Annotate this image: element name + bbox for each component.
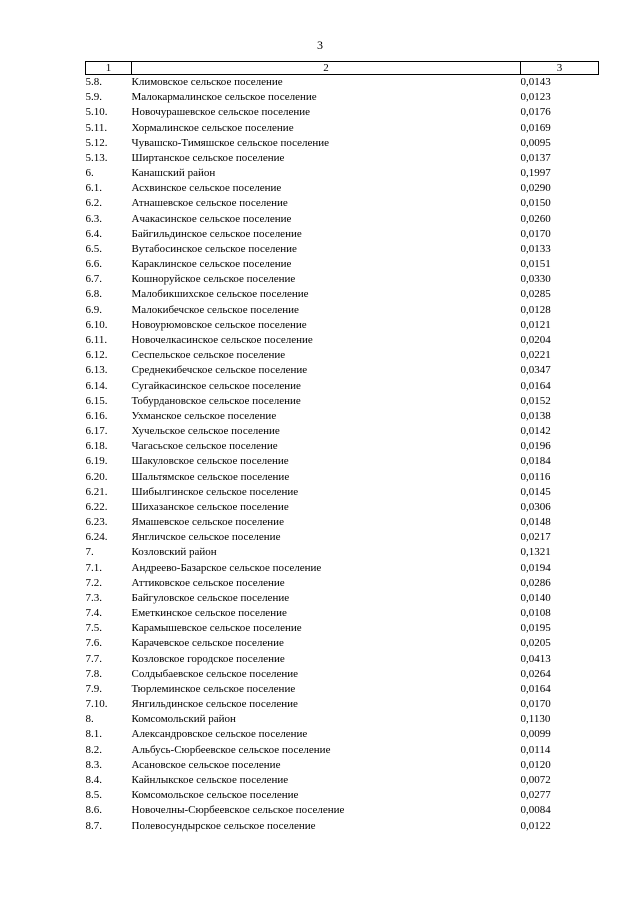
table-row [86,378,599,393]
row-name: Хормалинское сельское поселение [131,121,294,134]
table-row [86,394,599,409]
row-value: 0,0116 [520,470,551,483]
row-name: Тюрлеминское сельское поселение [131,682,296,695]
row-number: 6.6. [85,258,102,271]
row-name: Байгильдинское сельское поселение [131,227,302,240]
table-row [86,545,599,560]
row-value: 0,0277 [520,789,551,802]
table-row [86,803,599,818]
row-name: Сугайкасинское сельское поселение [131,379,301,392]
row-name: Малокибечское сельское поселение [131,303,299,316]
row-number: 7.7. [85,652,102,665]
row-value: 0,0164 [520,379,551,392]
row-name: Асановское сельское поселение [131,758,281,771]
row-value: 0,0120 [520,758,551,771]
row-name: Ямашевское сельское поселение [131,516,284,529]
row-value: 0,0176 [520,106,551,119]
row-value: 0,0072 [520,773,551,786]
row-value: 0,0084 [520,804,551,817]
table-row [86,196,599,211]
row-value: 0,0204 [520,334,551,346]
row-name: Козловское городское поселение [131,652,285,665]
row-value: 0,0140 [520,591,551,604]
row-name: Тобурдановское сельское поселение [131,394,301,407]
table-row [86,818,599,833]
row-value: 0,0151 [520,258,551,271]
row-number: 6.17. [85,425,108,438]
row-name: Карачевское сельское поселение [131,637,284,650]
table-row [86,591,599,606]
row-value: 0,0133 [520,242,551,255]
table-row [86,576,599,591]
row-number: 5.8. [85,76,102,89]
row-value: 0,0330 [520,273,551,286]
table-row [86,439,599,454]
row-number: 6.19. [85,455,108,468]
row-name: Карамышевское сельское поселение [131,622,302,635]
row-name: Козловский район [131,546,217,559]
row-number: 6.10. [85,318,108,331]
row-name: Аттиковское сельское поселение [131,576,285,589]
row-name: Атнашевское сельское поселение [131,197,288,210]
row-name: Янгильдинское сельское поселение [131,698,298,711]
row-number: 7.5. [85,622,102,635]
row-value: 0,1321 [520,546,551,559]
table-row [86,621,599,636]
row-name: Караклинское сельское поселение [131,258,292,271]
row-number: 7.10. [85,698,108,711]
row-name: Канашский район [131,167,216,180]
row-name: Климовское сельское поселение [131,76,283,89]
row-number: 6.8. [85,288,102,301]
row-number: 8. [85,713,94,726]
row-name: Хучельское сельское поселение [131,425,280,438]
row-number: 6.11. [85,334,108,346]
row-number: 5.10. [85,106,108,119]
row-name: Солдыбаевское сельское поселение [131,667,299,680]
row-value: 0,0260 [520,212,551,225]
row-number: 5.9. [85,91,102,104]
row-value: 0,0169 [520,121,551,134]
row-name: Новочелкасинское сельское поселение [131,334,313,346]
row-name: Еметкинское сельское поселение [131,607,287,620]
row-value: 0,0194 [520,561,551,574]
row-value: 0,0264 [520,667,551,680]
row-number: 5.12. [85,136,108,149]
row-name: Малокармалинское сельское поселение [131,91,317,104]
row-value: 0,0164 [520,682,551,695]
row-name: Асхвинское сельское поселение [131,182,282,195]
row-name: Новочурашевское сельское поселение [131,106,311,119]
column-header-1: 1 [86,62,132,75]
table-row [86,409,599,424]
row-value: 0,0152 [520,394,551,407]
row-number: 6.22. [85,500,108,513]
row-number: 8.4. [85,773,102,786]
row-number: 6.13. [85,364,108,377]
row-name: Комсомольский район [131,713,236,726]
table-row [86,500,599,515]
row-value: 0,0142 [520,425,551,438]
row-value: 0,0347 [520,364,551,377]
table-row [86,667,599,682]
row-name: Кайнлыкское сельское поселение [131,773,289,786]
row-value: 0,0122 [520,819,551,832]
row-value: 0,0095 [520,136,551,149]
row-number: 7.1. [85,561,102,574]
row-value: 0,0170 [520,227,551,240]
table-row [86,151,599,166]
table-row [86,469,599,484]
row-value: 0,0196 [520,440,551,453]
row-number: 6.3. [85,212,102,225]
row-number: 7.9. [85,682,102,695]
table-row [86,743,599,758]
row-name: Андреево-Базарское сельское поселение [131,561,322,574]
table-row [86,652,599,667]
row-value: 0,0108 [520,607,551,620]
table-row [86,485,599,500]
table-row [86,242,599,257]
table-row [86,227,599,242]
table-row [86,272,599,287]
table-row [86,105,599,120]
table-row [86,561,599,576]
row-name: Шихазанское сельское поселение [131,500,289,513]
table-row [86,515,599,530]
row-value: 0,0217 [520,531,551,544]
row-name: Янгличское сельское поселение [131,531,281,544]
row-value: 0,0145 [520,485,551,498]
row-number: 6.15. [85,394,108,407]
table-row [86,348,599,363]
row-name: Альбусь-Сюрбеевское сельское поселение [131,743,331,756]
row-number: 6.24. [85,531,108,544]
row-name: Чувашско-Тимяшское сельское поселение [131,136,330,149]
table-row [86,636,599,651]
table-row [86,303,599,318]
row-number: 6.21. [85,485,108,498]
row-name: Комсомольское сельское поселение [131,789,299,802]
table-row [86,90,599,105]
row-name: Шальтямское сельское поселение [131,470,290,483]
column-header-3: 3 [521,62,599,75]
row-value: 0,0184 [520,455,551,468]
table-body [86,75,599,834]
table-row [86,606,599,621]
row-name: Байгуловское сельское поселение [131,591,290,604]
row-number: 6.18. [85,440,108,453]
row-value: 0,0121 [520,318,551,331]
row-number: 7.3. [85,591,102,604]
row-number: 8.5. [85,789,102,802]
row-number: 8.1. [85,728,102,741]
row-name: Ачакасинское сельское поселение [131,212,292,225]
row-value: 0,1130 [520,713,551,726]
row-number: 6.14. [85,379,108,392]
row-number: 8.2. [85,743,102,756]
row-name: Шакуловское сельское поселение [131,455,289,468]
row-value: 0,0285 [520,288,551,301]
row-name: Ширтанское сельское поселение [131,151,285,164]
row-number: 5.11. [85,121,108,134]
row-number: 6.4. [85,227,102,240]
row-name: Чагасьское сельское поселение [131,440,278,453]
row-number: 6.9. [85,303,102,316]
row-number: 6.12. [85,349,108,362]
table-row [86,773,599,788]
row-value: 0,0148 [520,516,551,529]
row-name: Новоурюмовское сельское поселение [131,318,307,331]
row-number: 7.2. [85,576,102,589]
table-row [86,727,599,742]
row-value: 0,0123 [520,91,551,104]
row-value: 0,0413 [520,652,551,665]
table-row [86,682,599,697]
row-value: 0,0290 [520,182,551,195]
row-number: 7.6. [85,637,102,650]
row-value: 0,0099 [520,728,551,741]
row-value: 0,0143 [520,76,551,89]
row-value: 0,0221 [520,349,551,362]
row-number: 6.16. [85,409,108,422]
table-row [86,697,599,712]
row-name: Шибылгинское сельское поселение [131,485,299,498]
distribution-table [85,61,599,834]
row-name: Кошноруйское сельское поселение [131,273,296,286]
row-number: 6.5. [85,242,102,255]
table-header-row [86,62,599,75]
row-name: Ухманское сельское поселение [131,409,277,422]
table-row [86,121,599,136]
table-row [86,424,599,439]
row-value: 0,0205 [520,637,551,650]
row-name: Полевосундырское сельское поселение [131,819,316,832]
row-value: 0,0128 [520,303,551,316]
row-value: 0,1997 [520,167,551,180]
row-number: 6. [85,167,94,180]
table-row [86,181,599,196]
table-row [86,530,599,545]
row-value: 0,0114 [520,743,551,756]
row-value: 0,0150 [520,197,551,210]
table-row [86,788,599,803]
row-number: 6.1. [85,182,102,195]
table-row [86,333,599,348]
row-name: Новочелны-Сюрбеевское сельское поселение [131,804,345,817]
row-number: 6.23. [85,516,108,529]
table-row [86,363,599,378]
row-value: 0,0306 [520,500,551,513]
table-row [86,212,599,227]
row-value: 0,0138 [520,409,551,422]
row-value: 0,0195 [520,622,551,635]
row-number: 8.7. [85,819,102,832]
page-number: 3 [317,38,323,52]
row-number: 7.4. [85,607,102,620]
table-row [86,257,599,272]
table-row [86,712,599,727]
row-number: 7.8. [85,667,102,680]
row-value: 0,0137 [520,151,551,164]
row-number: 8.3. [85,758,102,771]
table-row [86,136,599,151]
row-value: 0,0286 [520,576,551,589]
table-row [86,75,599,91]
row-name: Сеспельское сельское поселение [131,349,286,362]
row-number: 8.6. [85,804,102,817]
row-number: 7. [85,546,94,559]
column-header-2: 2 [132,62,521,75]
row-value: 0,0170 [520,698,551,711]
table-row [86,287,599,302]
row-number: 6.7. [85,273,102,286]
row-name: Малобикшихское сельское поселение [131,288,309,301]
row-number: 5.13. [85,151,108,164]
table-row [86,758,599,773]
row-number: 6.2. [85,197,102,210]
row-name: Александровское сельское поселение [131,728,308,741]
table-row [86,318,599,333]
row-name: Вутабосинское сельское поселение [131,242,297,255]
table-row [86,454,599,469]
row-name: Среднекибечское сельское поселение [131,364,308,377]
table-row [86,166,599,181]
row-number: 6.20. [85,470,108,483]
